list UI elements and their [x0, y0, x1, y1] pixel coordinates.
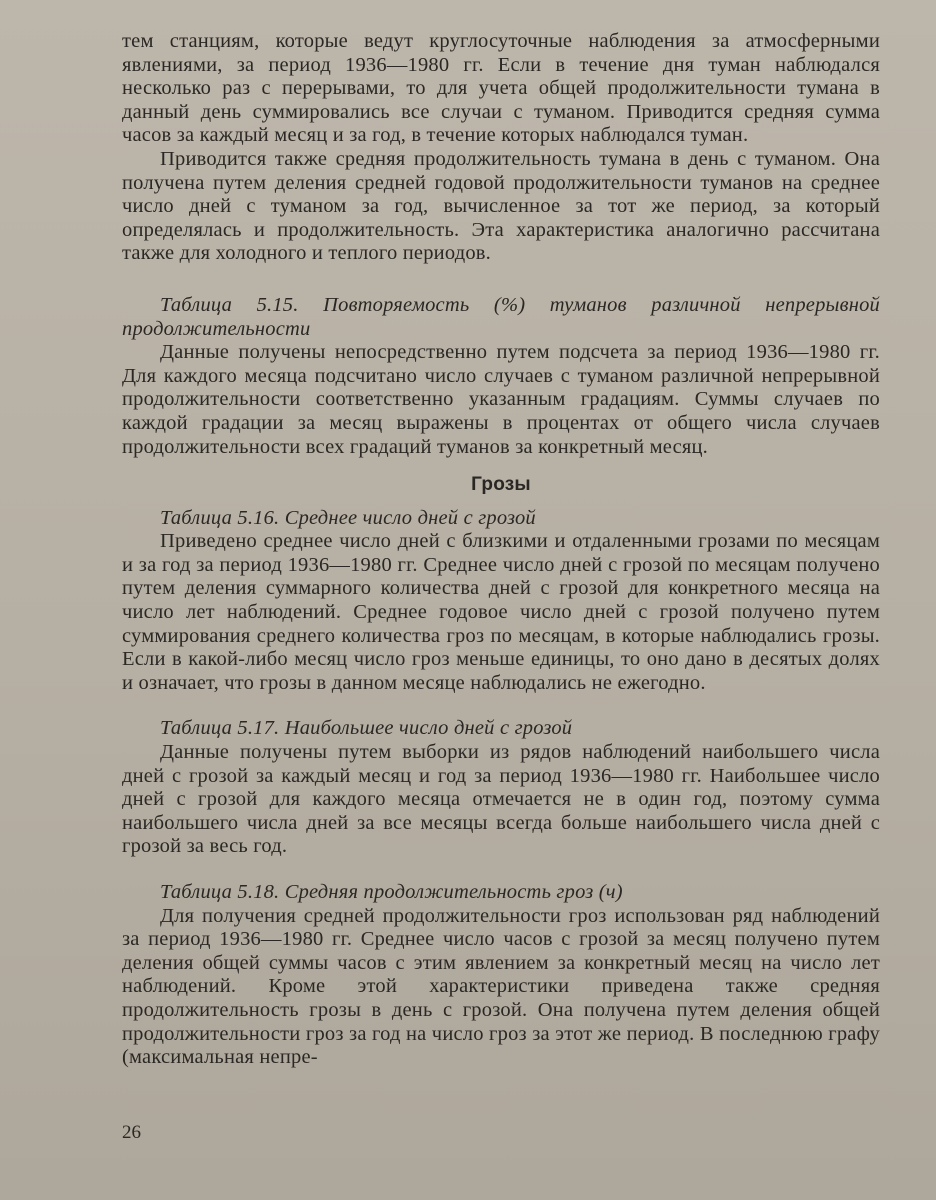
- caption-table-5-15: Таблица 5.15. Повторяемость (%) туманов различной непрерывной продолжительности: [122, 293, 880, 340]
- caption-table-5-16: Таблица 5.16. Среднее число дней с грозой: [160, 506, 536, 529]
- section-heading-thunderstorms: Грозы: [471, 474, 531, 496]
- caption-table-5-18: Таблица 5.18. Средняя продолжительность гроз (ч): [160, 881, 623, 903]
- paragraph-table-5-17: Данные получены путем выборки из рядов наблюдений наибольшего числа дней с грозой за каждый месяц и год за период 1936—1980 гг. Наибольшее число дней с грозой для каждого месяца отмечается не в один год, поэтому сумма наибольшего числа дней за все месяцы всегда больше наибольшего числа дней с грозой за весь год.: [122, 741, 880, 858]
- spacer: [122, 859, 880, 881]
- paragraph-table-5-15: Данные получены непосредственно путем подсчета за период 1936—1980 гг. Для каждого месяца подсчитано число случаев с туманом различной непрерывной продолжительности соответственно указанным градациям. Суммы случаев по каждой градации за месяц выражены в процентах от общего числа случаев продолжительности всех градаций туманов за конкретный месяц.: [122, 341, 880, 458]
- paragraph-table-5-16: Приведено среднее число дней с близкими и отдаленными грозами по месяцам и за год за период 1936—1980 гг. Среднее число дней с грозой по месяцам получено путем деления суммарного количества дней с грозой для конкретного месяца на число лет наблюдений. Среднее годовое число дней с грозой получено путем суммирования среднего количества гроз по месяцам, в которые наблюдались грозы. Если в какой-либо месяц число гроз меньше единицы, то оно дано в десятых долях и означает, что грозы в данном месяце наблюдались не ежегодно.: [122, 530, 880, 694]
- paragraph-fog-duration-per-day: Приводится также средняя продолжительность тумана в день с туманом. Она получена путем деления средней годовой продолжительности туманов на среднее число дней с туманом за год, вычисленное за тот же период, за который определялась и продолжительность. Эта характеристика аналогично рассчитана также для холодного и теплого периодов.: [122, 147, 880, 265]
- spacer: [122, 695, 880, 717]
- paragraph-fog-observations: тем станциям, которые ведут круглосуточные наблюдения за атмосферными явлениями, за период 1936—1980 гг. Если в течение дня туман наблюдался несколько раз с перерывами, то для учета общей продолжительности тумана в данный день суммировались все случаи с туманом. Приводится средняя сумма часов за каждый месяц и за год, в течение которых наблюдался туман.: [122, 30, 880, 147]
- page-number: 26: [122, 1122, 141, 1143]
- page-content: [122, 30, 880, 1070]
- caption-table-5-17: Таблица 5.17. Наибольшее число дней с грозой: [160, 717, 573, 740]
- spacer: [122, 266, 880, 294]
- paragraph-table-5-18: Для получения средней продолжительности гроз использован ряд наблюдений за период 1936—1980 гг. Среднее число часов с грозой за месяц получено путем деления общей суммы часов с этим явлением за конкретный месяц на число лет наблюдений. Кроме этой характеристики приведена также средняя продолжительность грозы в день с грозой. Она получена путем деления общей продолжительности гроз за год на число гроз за этот же период. В последнюю графу (максимальная непре-: [122, 904, 880, 1069]
